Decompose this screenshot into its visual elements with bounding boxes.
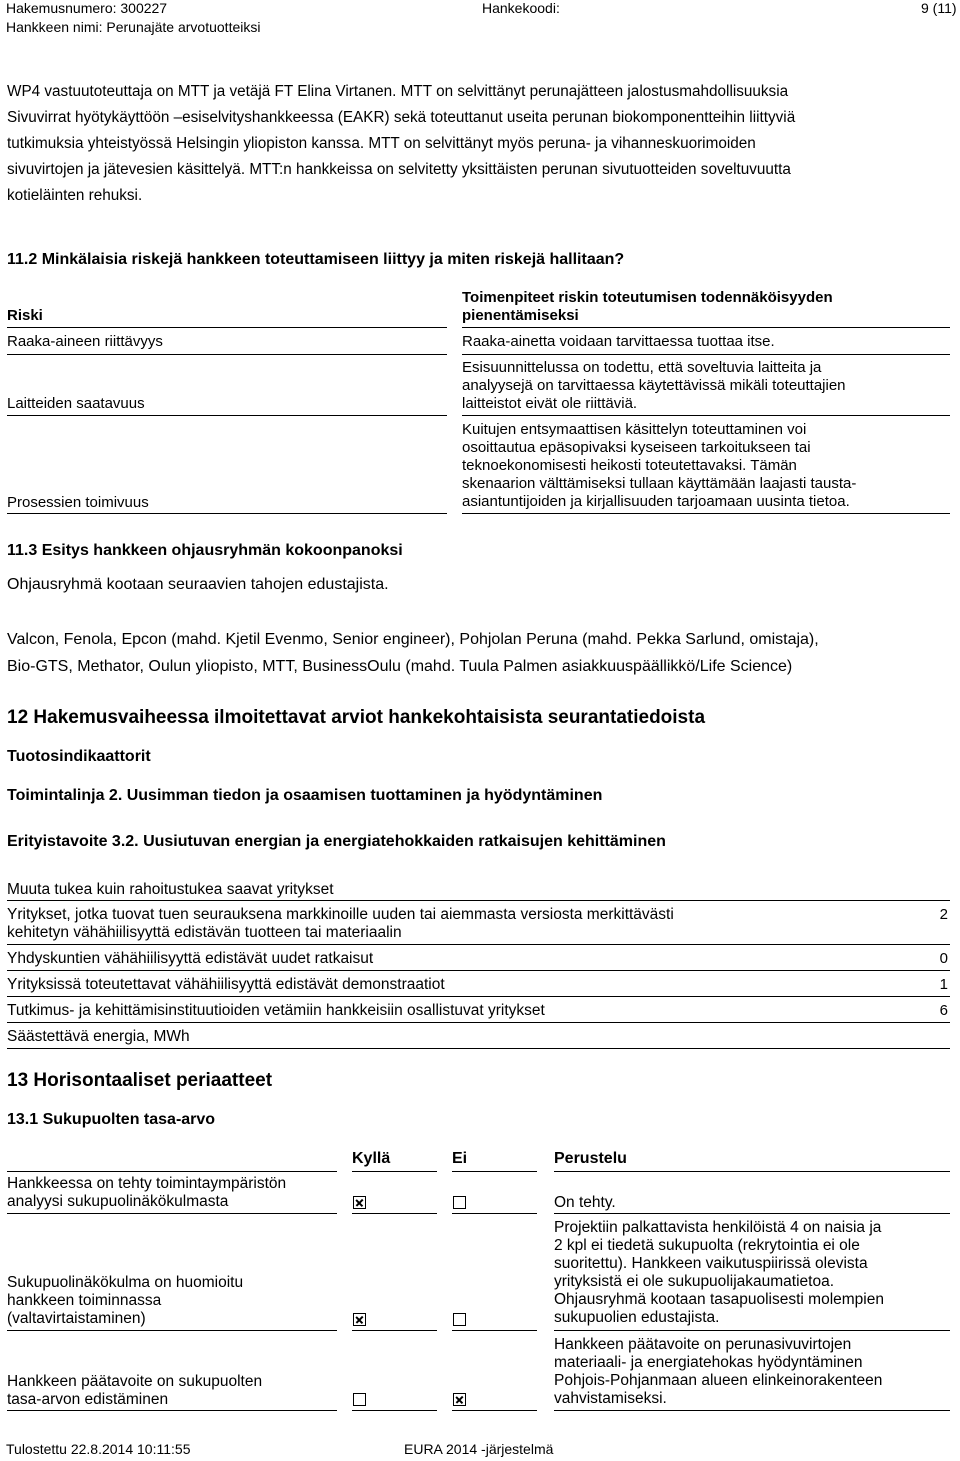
intro-line: WP4 vastuutoteuttaja on MTT ja vetäjä FT Elina Virtanen. MTT on selvittänyt perunajätteen jalostusmahdollisuuksia bbox=[7, 83, 789, 100]
intro-paragraph bbox=[7, 79, 955, 209]
risk-table-rule bbox=[462, 513, 950, 514]
gender-reason-line: sukupuolien edustajista. bbox=[554, 1309, 720, 1326]
no-checkbox-empty[interactable] bbox=[453, 1196, 466, 1209]
gender-question bbox=[7, 1274, 243, 1328]
risk-measure-line: Kuitujen entsymaattisen käsittelyn toteuttaminen voi bbox=[462, 421, 807, 438]
indicator-label: Säästettävä energia, MWh bbox=[7, 1028, 190, 1045]
gender-question-line: Sukupuolinäkökulma on huomioitu bbox=[7, 1274, 244, 1291]
no-checkbox-empty[interactable] bbox=[453, 1313, 466, 1326]
measures-header-line: Toimenpiteet riskin toteutumisen todennäköisyyden bbox=[462, 289, 833, 306]
steering-members-line: Bio-GTS, Methator, Oulun yliopisto, MTT, BusinessOulu (mahd. Tuula Palmen asiakkuuspäällikkö/Life Science) bbox=[7, 658, 793, 675]
risk-table-rule bbox=[462, 415, 950, 416]
indicator-value: 1 bbox=[939, 976, 948, 993]
indicator-label-line: kehitetyn vähähiilisyyttä edistävän tuotteen tai materiaalin bbox=[7, 924, 402, 941]
yes-checkbox-checked[interactable] bbox=[353, 1313, 366, 1326]
gender-table-rule bbox=[554, 1213, 950, 1214]
specific-objective: Erityistavoite 3.2. Uusiutuvan energian ja energiatehokkaiden ratkaisujen kehittäminen bbox=[7, 833, 666, 850]
gender-table-rule bbox=[452, 1171, 537, 1172]
gender-table-rule bbox=[554, 1171, 950, 1172]
gender-table-rule bbox=[452, 1330, 537, 1331]
risk-table-rule bbox=[462, 354, 950, 355]
indicator-table-rule bbox=[7, 1022, 950, 1023]
steering-heading: 11.3 Esitys hankkeen ohjausryhmän kokoonpanoksi bbox=[7, 542, 403, 559]
gender-table-rule bbox=[7, 1410, 337, 1411]
risk-measure-line: skenaarion välttämiseksi tullaan käyttämään laajasti tausta- bbox=[462, 475, 857, 492]
intro-line: Sivuvirrat hyötykäyttöön –esiselvityshankkeessa (EAKR) sekä toteuttanut useita perunan biokomponentteihin liittyviä bbox=[7, 109, 796, 126]
indicator-label bbox=[7, 906, 674, 942]
indicators-heading: Tuotosindikaattorit bbox=[7, 748, 151, 765]
gender-reason-line: yrityksistä ei ole sukupuolijakaumatietoa. bbox=[554, 1273, 834, 1290]
gender-reason-line: suoritettu). Hankkeen vaikutuspiirissä olevista bbox=[554, 1255, 868, 1272]
no-checkbox-checked[interactable] bbox=[453, 1393, 466, 1406]
gender-table-rule bbox=[352, 1171, 437, 1172]
print-timestamp: Tulostettu 22.8.2014 10:11:55 bbox=[6, 1441, 191, 1457]
risk-table-rule bbox=[7, 513, 447, 514]
risk-name: Laitteiden saatavuus bbox=[7, 395, 145, 412]
section-12-heading: 12 Hakemusvaiheessa ilmoitettavat arviot hankekohtaisista seurantatiedoista bbox=[7, 707, 706, 728]
gender-table-rule bbox=[352, 1213, 437, 1214]
page-number: 9 (11) bbox=[921, 0, 957, 16]
gender-reason-line: Projektiin palkattavista henkilöistä 4 on naisia ja bbox=[554, 1219, 882, 1236]
intro-line: sivuvirtojen ja jätevesien käsittelyä. MTT:n hankkeissa on selvitetty yksittäisten perunan sivutuotteiden soveltuvuutta bbox=[7, 161, 791, 178]
project-name: Hankkeen nimi: Perunajäte arvotuotteiksi bbox=[6, 19, 261, 35]
gender-equality-heading: 13.1 Sukupuolten tasa-arvo bbox=[7, 1111, 216, 1128]
gender-table-rule bbox=[554, 1410, 950, 1411]
measures-column-header bbox=[462, 289, 833, 325]
indicator-table-rule bbox=[7, 1048, 950, 1049]
gender-table-rule bbox=[352, 1410, 437, 1411]
gender-reason-line: Pohjois-Pohjanmaan alueen elinkeinorakenteen bbox=[554, 1372, 883, 1389]
indicator-value: 0 bbox=[939, 950, 948, 967]
gender-table-rule bbox=[352, 1330, 437, 1331]
project-code-label: Hankekoodi: bbox=[482, 0, 560, 16]
yes-checkbox-checked[interactable] bbox=[353, 1196, 366, 1209]
intro-line: kotieläinten rehuksi. bbox=[7, 187, 143, 204]
gender-reason: On tehty. bbox=[554, 1194, 616, 1211]
gender-question bbox=[7, 1373, 262, 1409]
risk-measure bbox=[462, 359, 846, 413]
indicator-label-line: Yritykset, jotka tuovat tuen seurauksena markkinoille uuden tai aiemmasta versiosta merkittävästi bbox=[7, 906, 674, 923]
risk-measure-line: teknoekonomisesti heikosti toteutettavaksi. Tämän bbox=[462, 457, 797, 474]
risk-name: Prosessien toimivuus bbox=[7, 494, 149, 511]
gender-reason-line: vahvistamiseksi. bbox=[554, 1390, 667, 1407]
risk-name: Raaka-aineen riittävyys bbox=[7, 333, 163, 350]
section-13-heading: 13 Horisontaaliset periaatteet bbox=[7, 1070, 273, 1091]
system-name: EURA 2014 -järjestelmä bbox=[404, 1441, 554, 1457]
indicator-table-rule bbox=[7, 996, 950, 997]
gender-reason-line: Ohjausryhmä kootaan tasapuolisesti molempien bbox=[554, 1291, 884, 1308]
gender-question-line: (valtavirtaistaminen) bbox=[7, 1310, 146, 1327]
risk-measure-line: asiantuntijoiden ja kirjallisuuden tarjoamaan uusinta tietoa. bbox=[462, 493, 850, 510]
gender-table-rule bbox=[452, 1213, 537, 1214]
gender-question bbox=[7, 1175, 286, 1211]
risk-measure: Raaka-ainetta voidaan tarvittaessa tuottaa itse. bbox=[462, 333, 775, 350]
risk-table-rule bbox=[7, 327, 447, 328]
intro-line: tutkimuksia yhteistyössä Helsingin yliopiston kanssa. MTT on selvittänyt myös peruna- ja vihanneskuorimoiden bbox=[7, 135, 756, 152]
gender-table-rule bbox=[7, 1330, 337, 1331]
indicator-value: 2 bbox=[939, 906, 948, 923]
gender-question-line: analyysi sukupuolinäkökulmasta bbox=[7, 1193, 229, 1210]
steering-members-line: Valcon, Fenola, Epcon (mahd. Kjetil Evenmo, Senior engineer), Pohjolan Peruna (mahd. Pekka Sarlund, omistaja), bbox=[7, 631, 819, 648]
indicator-table-rule bbox=[7, 944, 950, 945]
gender-reason bbox=[554, 1336, 882, 1408]
indicator-label: Yrityksissä toteutettavat vähähiilisyyttä edistävät demonstraatiot bbox=[7, 976, 445, 993]
risk-measure-line: osoittautua epäsopivaksi kyseiseen tarkoitukseen tai bbox=[462, 439, 811, 456]
no-column-header: Ei bbox=[452, 1150, 468, 1167]
gender-reason-line: materiaali- ja energiatehokas hyödyntäminen bbox=[554, 1354, 863, 1371]
risk-measure-line: laitteistot eivät ole riittäviä. bbox=[462, 395, 638, 412]
yes-column-header: Kyllä bbox=[352, 1150, 391, 1167]
risks-heading: 11.2 Minkälaisia riskejä hankkeen toteuttamiseen liittyy ja miten riskejä hallitaan? bbox=[7, 251, 625, 268]
application-number: Hakemusnumero: 300227 bbox=[6, 0, 168, 16]
measures-header-line: pienentämiseksi bbox=[462, 307, 579, 324]
indicator-label: Tutkimus- ja kehittämisinstituutioiden vetämiin hankkeisiin osallistuvat yritykset bbox=[7, 1002, 545, 1019]
gender-table-rule bbox=[7, 1213, 337, 1214]
indicator-value: 6 bbox=[939, 1002, 948, 1019]
gender-question-line: Hankkeessa on tehty toimintaympäristön bbox=[7, 1175, 287, 1192]
indicator-table-rule bbox=[7, 970, 950, 971]
gender-question-line: hankkeen toiminnassa bbox=[7, 1292, 162, 1309]
risk-column-header: Riski bbox=[7, 307, 43, 324]
indicator-table-rule bbox=[7, 900, 950, 901]
gender-reason-line: 2 kpl ei tiedetä sukupuolta (rekrytointia ei ole bbox=[554, 1237, 860, 1254]
yes-checkbox-empty[interactable] bbox=[353, 1393, 366, 1406]
priority-axis: Toimintalinja 2. Uusimman tiedon ja osaamisen tuottaminen ja hyödyntäminen bbox=[7, 787, 603, 804]
indicator-table-title: Muuta tukea kuin rahoitustukea saavat yritykset bbox=[7, 881, 334, 898]
risk-measure bbox=[462, 421, 856, 511]
gender-table-rule bbox=[7, 1171, 337, 1172]
risk-measure-line: analyysejä on tarvittaessa käytettävissä mikäli toteuttajien bbox=[462, 377, 846, 394]
steering-intro: Ohjausryhmä kootaan seuraavien tahojen edustajista. bbox=[7, 576, 389, 593]
risk-measure-line: Esisuunnittelussa on todettu, että soveltuvia laitteita ja bbox=[462, 359, 822, 376]
risk-table-rule bbox=[7, 354, 447, 355]
gender-table-rule bbox=[452, 1410, 537, 1411]
gender-reason bbox=[554, 1219, 884, 1327]
indicator-label: Yhdyskuntien vähähiilisyyttä edistävät uudet ratkaisut bbox=[7, 950, 374, 967]
reason-column-header: Perustelu bbox=[554, 1150, 627, 1167]
risk-table-rule bbox=[462, 327, 950, 328]
gender-table-rule bbox=[554, 1330, 950, 1331]
gender-question-line: tasa-arvon edistäminen bbox=[7, 1391, 169, 1408]
risk-table-rule bbox=[7, 415, 447, 416]
gender-question-line: Hankkeen päätavoite on sukupuolten bbox=[7, 1373, 263, 1390]
gender-reason-line: Hankkeen päätavoite on perunasivuvirtojen bbox=[554, 1336, 852, 1353]
